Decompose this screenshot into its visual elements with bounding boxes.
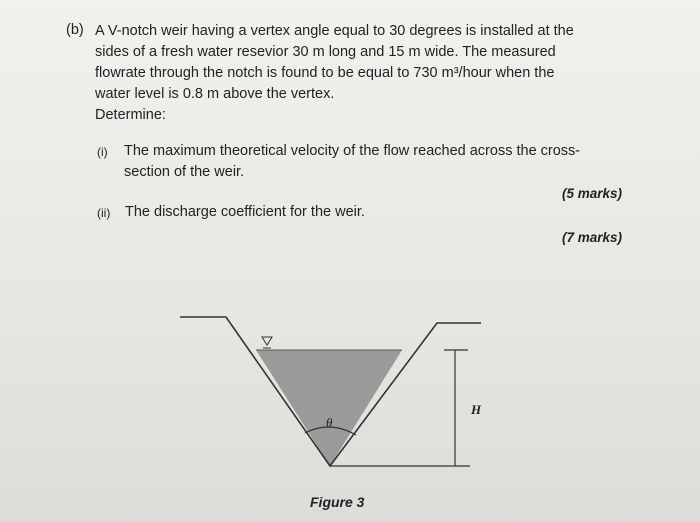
- height-label: H: [471, 402, 482, 417]
- part-i-marks: (5 marks): [562, 186, 623, 201]
- question-text-line-2: sides of a fresh water resevior 30 m long and 15 m wide. The measured: [95, 44, 556, 60]
- part-ii-numeral: (ii): [97, 206, 111, 220]
- question-text-line-1: A V-notch weir having a vertex angle equal to 30 degrees is installed at the: [95, 23, 574, 39]
- part-i-text-line-1: The maximum theoretical velocity of the flow reached across the cross-: [124, 143, 581, 159]
- angle-label: θ: [326, 415, 333, 430]
- water-level-marker-icon: [262, 337, 272, 348]
- determine-label: Determine:: [95, 107, 166, 123]
- question-label: (b): [66, 22, 84, 38]
- part-i-numeral: (i): [97, 145, 108, 159]
- question-text-line-3: flowrate through the notch is found to be equal to 730 m³/hour when the: [95, 65, 555, 81]
- figure-caption: Figure 3: [310, 494, 365, 510]
- part-ii-text: The discharge coefficient for the weir.: [125, 204, 365, 220]
- water-region: [256, 350, 402, 466]
- part-ii-marks: (7 marks): [562, 230, 623, 245]
- question-text-line-4: water level is 0.8 m above the vertex.: [95, 86, 335, 102]
- part-i-text-line-2: section of the weir.: [124, 164, 245, 180]
